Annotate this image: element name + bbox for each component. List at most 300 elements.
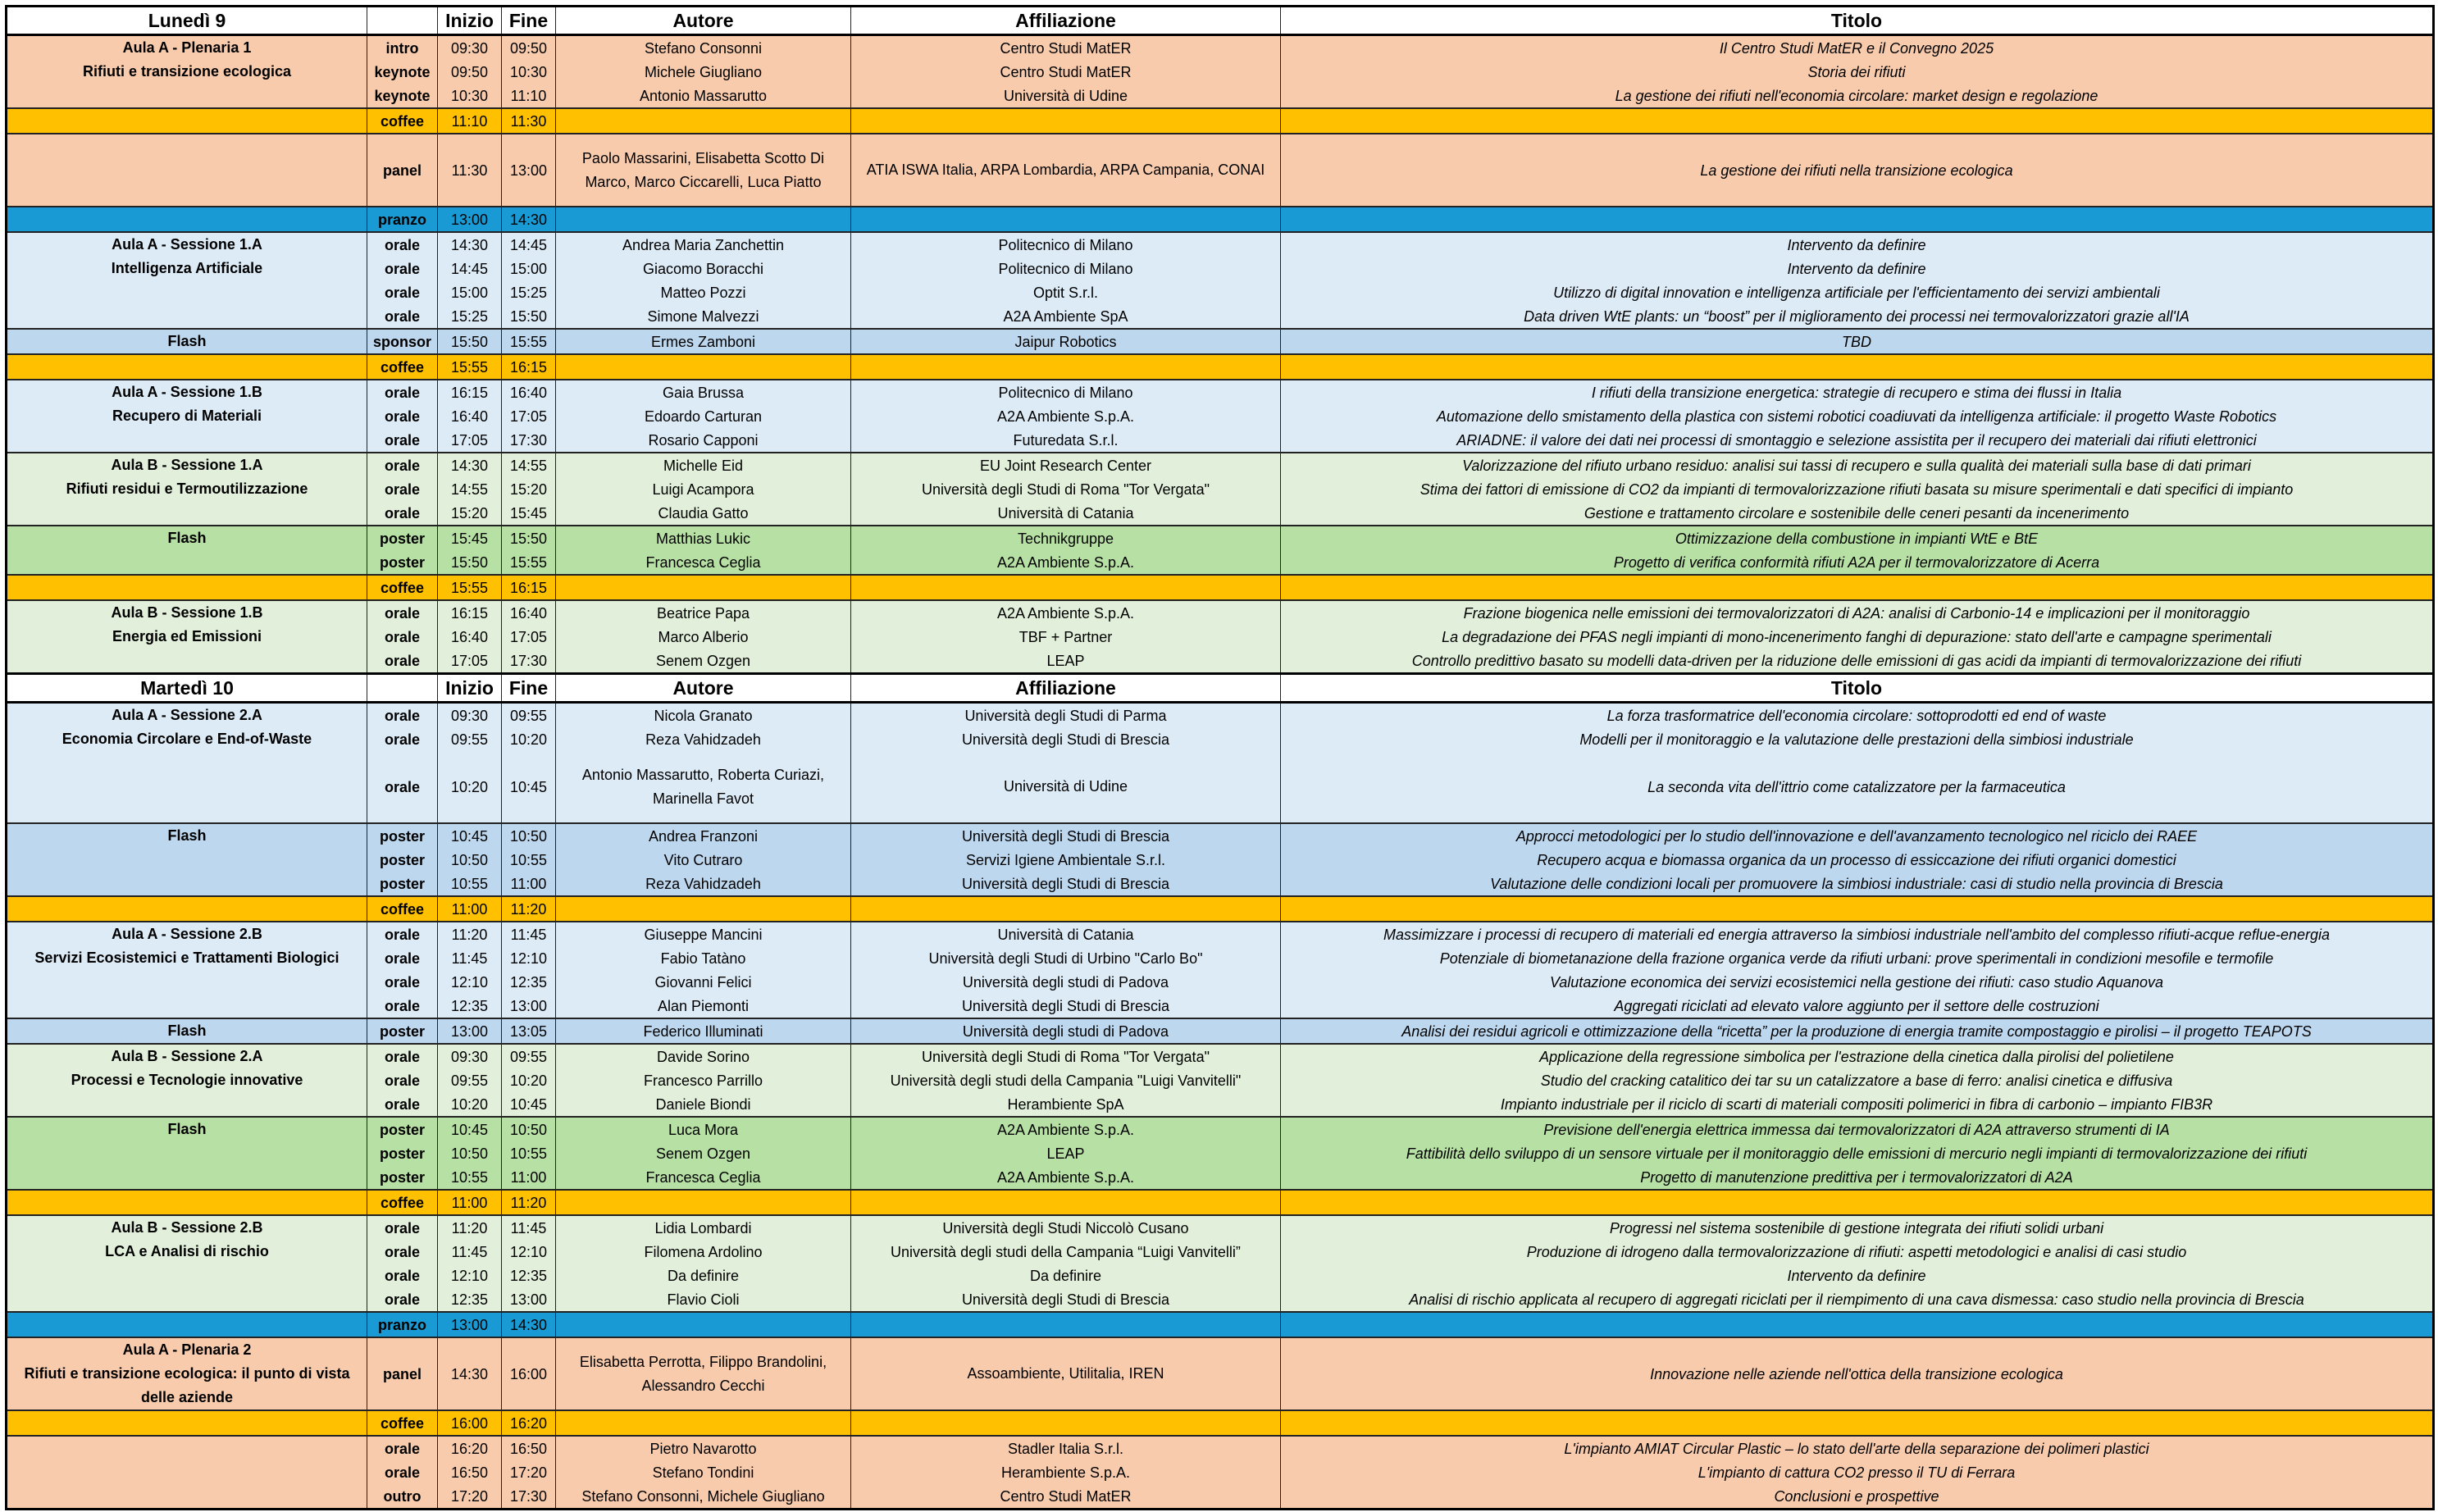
- session-label: [7, 354, 367, 380]
- start-time: 14:30: [438, 453, 502, 477]
- talk-type: orale: [367, 280, 438, 304]
- schedule-row: [7, 1287, 2434, 1312]
- talk-type: poster: [367, 526, 438, 550]
- affiliation: A2A Ambiente S.p.A.: [851, 404, 1281, 428]
- talk-type: orale: [367, 257, 438, 280]
- author: Marco Alberio: [556, 625, 851, 649]
- talk-title: Fattibilità dello sviluppo di un sensore virtuale per il monitoraggio delle emissioni di mercurio negli impianti di termovalorizzazione dei rifiuti: [1281, 1141, 2434, 1165]
- talk-title: Analisi dei residui agricoli e ottimizzazione della “ricetta” per la produzione di energia tramite compostaggio e pirolisi – il progetto TEAPOTS: [1281, 1018, 2434, 1044]
- author: Andrea Maria Zanchettin: [556, 232, 851, 257]
- author: [556, 108, 851, 134]
- schedule-row: [7, 1337, 2434, 1410]
- talk-title: [1281, 207, 2434, 232]
- author: [556, 1410, 851, 1436]
- start-time: 17:05: [438, 428, 502, 453]
- start-time: 09:30: [438, 35, 502, 61]
- talk-title: Stima dei fattori di emissione di CO2 da impianti di termovalorizzazione rifiuti basata su misure sperimentali e dati specifici di impianto: [1281, 477, 2434, 501]
- talk-type: orale: [367, 453, 438, 477]
- talk-type: orale: [367, 1044, 438, 1068]
- start-time: 15:50: [438, 329, 502, 354]
- header-fine: Fine: [502, 7, 556, 35]
- end-time: 17:30: [502, 649, 556, 674]
- session-label: [7, 108, 367, 134]
- author: Matthias Lukic: [556, 526, 851, 550]
- start-time: 10:55: [438, 1165, 502, 1190]
- end-time: 13:00: [502, 994, 556, 1018]
- author: Luca Mora: [556, 1117, 851, 1141]
- start-time: 11:00: [438, 896, 502, 922]
- author: Alan Piemonti: [556, 994, 851, 1018]
- start-time: 15:00: [438, 280, 502, 304]
- session-label: [7, 1190, 367, 1215]
- talk-type: orale: [367, 751, 438, 823]
- end-time: 15:00: [502, 257, 556, 280]
- talk-title: Valutazione economica dei servizi ecosistemici nella gestione dei rifiuti: caso studio Aquanova: [1281, 970, 2434, 994]
- talk-type: poster: [367, 848, 438, 872]
- schedule-row: [7, 1460, 2434, 1484]
- coffee-break-row: [7, 1410, 2434, 1436]
- talk-type: keynote: [367, 60, 438, 84]
- schedule-row: [7, 625, 2434, 649]
- talk-type: intro: [367, 35, 438, 61]
- talk-type: orale: [367, 404, 438, 428]
- affiliation: A2A Ambiente S.p.A.: [851, 1165, 1281, 1190]
- affiliation: [851, 354, 1281, 380]
- affiliation: ATIA ISWA Italia, ARPA Lombardia, ARPA Campania, CONAI: [851, 134, 1281, 207]
- talk-title: Analisi di rischio applicata al recupero di aggregati riciclati per il riempimento di una cava dismessa: caso studio nella provincia di Brescia: [1281, 1287, 2434, 1312]
- end-time: 14:45: [502, 232, 556, 257]
- start-time: 16:15: [438, 600, 502, 625]
- start-time: 13:00: [438, 207, 502, 232]
- lunch-break-row: [7, 1312, 2434, 1337]
- end-time: 13:05: [502, 1018, 556, 1044]
- end-time: 11:20: [502, 896, 556, 922]
- start-time: 17:20: [438, 1484, 502, 1510]
- talk-title: Frazione biogenica nelle emissioni dei termovalorizzatori di A2A: analisi di Carbonio-14 e implicazioni per il monitoraggio: [1281, 600, 2434, 625]
- header-tipo-blank: [367, 7, 438, 35]
- schedule-row: [7, 1484, 2434, 1510]
- affiliation: Herambiente S.p.A.: [851, 1460, 1281, 1484]
- start-time: 09:55: [438, 1068, 502, 1092]
- talk-type: orale: [367, 625, 438, 649]
- start-time: 12:35: [438, 994, 502, 1018]
- start-time: 11:30: [438, 134, 502, 207]
- schedule-row: [7, 1141, 2434, 1165]
- schedule-row: [7, 848, 2434, 872]
- talk-type: keynote: [367, 84, 438, 108]
- talk-title: I rifiuti della transizione energetica: strategie di recupero e stima dei flussi in Italia: [1281, 380, 2434, 404]
- start-time: 14:55: [438, 477, 502, 501]
- end-time: 11:10: [502, 84, 556, 108]
- start-time: 09:50: [438, 60, 502, 84]
- session-label: Aula A - Sessione 1.B Recupero di Materiali: [7, 380, 367, 453]
- affiliation: Optit S.r.l.: [851, 280, 1281, 304]
- affiliation: Università degli studi della Campania “Luigi Vanvitelli”: [851, 1240, 1281, 1264]
- author: Francesca Ceglia: [556, 550, 851, 575]
- affiliation: Jaipur Robotics: [851, 329, 1281, 354]
- schedule-row: [7, 751, 2434, 823]
- talk-type: orale: [367, 649, 438, 674]
- affiliation: Università degli Studi di Brescia: [851, 1287, 1281, 1312]
- schedule-row: [7, 257, 2434, 280]
- talk-type: orale: [367, 1092, 438, 1117]
- talk-type: orale: [367, 703, 438, 728]
- author: Elisabetta Perrotta, Filippo Brandolini, Alessandro Cecchi: [556, 1337, 851, 1410]
- end-time: 17:30: [502, 428, 556, 453]
- author: Simone Malvezzi: [556, 304, 851, 329]
- talk-title: Progetto di verifica conformità rifiuti A2A per il termovalorizzatore di Acerra: [1281, 550, 2434, 575]
- affiliation: Università degli Studi Niccolò Cusano: [851, 1215, 1281, 1240]
- end-time: 10:45: [502, 751, 556, 823]
- coffee-break-row: [7, 354, 2434, 380]
- talk-type: pranzo: [367, 207, 438, 232]
- affiliation: Centro Studi MatER: [851, 60, 1281, 84]
- affiliation: Università degli studi di Padova: [851, 970, 1281, 994]
- affiliation: Centro Studi MatER: [851, 35, 1281, 61]
- author: Vito Cutraro: [556, 848, 851, 872]
- day-header-lunedi-9: [7, 7, 2434, 35]
- talk-title: Valutazione delle condizioni locali per promuovere la simbiosi industriale: casi di studio nella provincia di Brescia: [1281, 872, 2434, 896]
- author: [556, 1190, 851, 1215]
- start-time: 17:05: [438, 649, 502, 674]
- schedule-sheet: [5, 5, 2432, 1510]
- session-label: [7, 575, 367, 600]
- start-time: 09:30: [438, 703, 502, 728]
- author: Stefano Consonni: [556, 35, 851, 61]
- header-tipo-blank: [367, 674, 438, 703]
- talk-type: orale: [367, 994, 438, 1018]
- author: Reza Vahidzadeh: [556, 872, 851, 896]
- talk-title: Studio del cracking catalitico dei tar su un catalizzatore a base di ferro: analisi cinetica e diffusiva: [1281, 1068, 2434, 1092]
- talk-type: coffee: [367, 1410, 438, 1436]
- start-time: 15:45: [438, 526, 502, 550]
- schedule-row: [7, 404, 2434, 428]
- affiliation: Herambiente SpA: [851, 1092, 1281, 1117]
- talk-type: coffee: [367, 1190, 438, 1215]
- affiliation: Università degli Studi di Brescia: [851, 823, 1281, 848]
- talk-title: La seconda vita dell'ittrio come catalizzatore per la farmaceutica: [1281, 751, 2434, 823]
- talk-type: orale: [367, 304, 438, 329]
- talk-title: Intervento da definire: [1281, 1264, 2434, 1287]
- start-time: 13:00: [438, 1312, 502, 1337]
- header-autore: Autore: [556, 674, 851, 703]
- end-time: 12:10: [502, 946, 556, 970]
- end-time: 10:20: [502, 1068, 556, 1092]
- schedule-row: [7, 1044, 2434, 1068]
- author: Antonio Massarutto, Roberta Curiazi, Marinella Favot: [556, 751, 851, 823]
- end-time: 09:55: [502, 1044, 556, 1068]
- end-time: 16:15: [502, 354, 556, 380]
- author: Francesca Ceglia: [556, 1165, 851, 1190]
- header-inizio: Inizio: [438, 674, 502, 703]
- end-time: 11:45: [502, 1215, 556, 1240]
- session-label: Flash: [7, 1117, 367, 1190]
- schedule-row: [7, 1018, 2434, 1044]
- schedule-row: [7, 526, 2434, 550]
- author: Giuseppe Mancini: [556, 922, 851, 946]
- start-time: 14:30: [438, 232, 502, 257]
- schedule-row: [7, 35, 2434, 61]
- talk-title: Data driven WtE plants: un “boost” per il miglioramento dei processi nei termovalorizzatori grazie all'IA: [1281, 304, 2434, 329]
- talk-title: [1281, 1410, 2434, 1436]
- author: Federico Illuminati: [556, 1018, 851, 1044]
- talk-type: coffee: [367, 575, 438, 600]
- session-label: Aula B - Sessione 1.B Energia ed Emissioni: [7, 600, 367, 674]
- session-label: Aula B - Sessione 2.B LCA e Analisi di rischio: [7, 1215, 367, 1312]
- talk-title: Utilizzo di digital innovation e intelligenza artificiale per l'efficientamento dei servizi ambientali: [1281, 280, 2434, 304]
- end-time: 17:05: [502, 404, 556, 428]
- session-label: [7, 1436, 367, 1510]
- session-label: [7, 134, 367, 207]
- start-time: 16:40: [438, 404, 502, 428]
- affiliation: Università di Udine: [851, 751, 1281, 823]
- affiliation: Università degli Studi di Roma "Tor Vergata": [851, 1044, 1281, 1068]
- schedule-row: [7, 134, 2434, 207]
- schedule-row: [7, 477, 2434, 501]
- author: Senem Ozgen: [556, 649, 851, 674]
- talk-title: [1281, 1312, 2434, 1337]
- coffee-break-row: [7, 575, 2434, 600]
- talk-type: orale: [367, 477, 438, 501]
- author: Gaia Brussa: [556, 380, 851, 404]
- end-time: 09:50: [502, 35, 556, 61]
- schedule-row: [7, 428, 2434, 453]
- schedule-row: [7, 1092, 2434, 1117]
- end-time: 14:30: [502, 1312, 556, 1337]
- talk-title: Previsione dell'energia elettrica immessa dai termovalorizzatori di A2A attraverso strumenti di IA: [1281, 1117, 2434, 1141]
- start-time: 16:20: [438, 1436, 502, 1460]
- schedule-row: [7, 994, 2434, 1018]
- start-time: 16:50: [438, 1460, 502, 1484]
- schedule-row: [7, 1436, 2434, 1460]
- talk-title: La degradazione dei PFAS negli impianti di mono-incenerimento fanghi di depurazione: stato dell'arte e campagne sperimentali: [1281, 625, 2434, 649]
- header-fine: Fine: [502, 674, 556, 703]
- schedule-table: [5, 5, 2435, 1510]
- session-label: [7, 207, 367, 232]
- session-label: [7, 896, 367, 922]
- talk-title: [1281, 1190, 2434, 1215]
- talk-title: Progetto di manutenzione predittiva per i termovalorizzatori di A2A: [1281, 1165, 2434, 1190]
- author: [556, 207, 851, 232]
- start-time: 12:35: [438, 1287, 502, 1312]
- author: [556, 896, 851, 922]
- end-time: 11:00: [502, 872, 556, 896]
- talk-type: poster: [367, 1165, 438, 1190]
- author: Giacomo Boracchi: [556, 257, 851, 280]
- end-time: 11:00: [502, 1165, 556, 1190]
- end-time: 15:20: [502, 477, 556, 501]
- schedule-row: [7, 600, 2434, 625]
- talk-title: La forza trasformatrice dell'economia circolare: sottoprodotti ed end of waste: [1281, 703, 2434, 728]
- end-time: 12:10: [502, 1240, 556, 1264]
- end-time: 11:20: [502, 1190, 556, 1215]
- start-time: 11:45: [438, 946, 502, 970]
- talk-title: Conclusioni e prospettive: [1281, 1484, 2434, 1510]
- author: Giovanni Felici: [556, 970, 851, 994]
- talk-title: Potenziale di biometanazione della frazione organica verde da rifiuti urbani: prove sperimentali in condizioni mesofile e termofile: [1281, 946, 2434, 970]
- session-label: Aula A - Sessione 1.A Intelligenza Artificiale: [7, 232, 367, 329]
- talk-type: orale: [367, 380, 438, 404]
- affiliation: Università degli Studi di Roma "Tor Vergata": [851, 477, 1281, 501]
- affiliation: A2A Ambiente S.p.A.: [851, 550, 1281, 575]
- start-time: 10:20: [438, 1092, 502, 1117]
- author: Flavio Cioli: [556, 1287, 851, 1312]
- talk-type: orale: [367, 727, 438, 751]
- start-time: 16:00: [438, 1410, 502, 1436]
- schedule-row: [7, 84, 2434, 108]
- author: Stefano Tondini: [556, 1460, 851, 1484]
- talk-title: ARIADNE: il valore dei dati nei processi di smontaggio e selezione assistita per il recupero dei materiali dai rifiuti elettronici: [1281, 428, 2434, 453]
- talk-type: orale: [367, 600, 438, 625]
- affiliation: Technikgruppe: [851, 526, 1281, 550]
- author: Ermes Zamboni: [556, 329, 851, 354]
- author: Fabio Tatàno: [556, 946, 851, 970]
- talk-title: Progressi nel sistema sostenibile di gestione integrata dei rifiuti solidi urbani: [1281, 1215, 2434, 1240]
- talk-title: Recupero acqua e biomassa organica da un processo di essiccazione dei rifiuti organici domestici: [1281, 848, 2434, 872]
- author: Pietro Navarotto: [556, 1436, 851, 1460]
- talk-title: [1281, 108, 2434, 134]
- session-label: Aula B - Sessione 1.A Rifiuti residui e Termoutilizzazione: [7, 453, 367, 526]
- talk-type: orale: [367, 970, 438, 994]
- session-label: Aula A - Plenaria 2 Rifiuti e transizione ecologica: il punto di vista delle aziende: [7, 1337, 367, 1410]
- author: Andrea Franzoni: [556, 823, 851, 848]
- talk-type: panel: [367, 134, 438, 207]
- affiliation: Università di Catania: [851, 501, 1281, 526]
- talk-type: orale: [367, 1287, 438, 1312]
- talk-title: Produzione di idrogeno dalla termovalorizzazione di rifiuti: aspetti metodologici e analisi di casi studio: [1281, 1240, 2434, 1264]
- author: Filomena Ardolino: [556, 1240, 851, 1264]
- talk-type: orale: [367, 232, 438, 257]
- author: Lidia Lombardi: [556, 1215, 851, 1240]
- start-time: 11:20: [438, 1215, 502, 1240]
- end-time: 16:50: [502, 1436, 556, 1460]
- header-inizio: Inizio: [438, 7, 502, 35]
- talk-title: Storia dei rifiuti: [1281, 60, 2434, 84]
- end-time: 14:55: [502, 453, 556, 477]
- end-time: 10:50: [502, 1117, 556, 1141]
- talk-title: Aggregati riciclati ad elevato valore aggiunto per il settore delle costruzioni: [1281, 994, 2434, 1018]
- session-label: Flash: [7, 526, 367, 575]
- talk-type: orale: [367, 946, 438, 970]
- affiliation: LEAP: [851, 1141, 1281, 1165]
- coffee-break-row: [7, 896, 2434, 922]
- end-time: 10:55: [502, 848, 556, 872]
- schedule-row: [7, 60, 2434, 84]
- affiliation: Assoambiente, Utilitalia, IREN: [851, 1337, 1281, 1410]
- end-time: 11:45: [502, 922, 556, 946]
- schedule-row: [7, 872, 2434, 896]
- session-label: Aula B - Sessione 2.A Processi e Tecnologie innovative: [7, 1044, 367, 1117]
- affiliation: Servizi Igiene Ambientale S.r.l.: [851, 848, 1281, 872]
- end-time: 17:20: [502, 1460, 556, 1484]
- session-label: Aula A - Plenaria 1 Rifiuti e transizione ecologica: [7, 35, 367, 109]
- talk-title: L'impianto AMIAT Circular Plastic – lo stato dell'arte della separazione dei polimeri plastici: [1281, 1436, 2434, 1460]
- schedule-row: [7, 970, 2434, 994]
- start-time: 10:20: [438, 751, 502, 823]
- start-time: 11:00: [438, 1190, 502, 1215]
- start-time: 12:10: [438, 970, 502, 994]
- schedule-row: [7, 1264, 2434, 1287]
- header-autore: Autore: [556, 7, 851, 35]
- session-label: [7, 1410, 367, 1436]
- header-titolo: Titolo: [1281, 674, 2434, 703]
- affiliation: Università di Catania: [851, 922, 1281, 946]
- talk-type: poster: [367, 823, 438, 848]
- author: Da definire: [556, 1264, 851, 1287]
- schedule-row: [7, 1240, 2434, 1264]
- end-time: 15:25: [502, 280, 556, 304]
- start-time: 10:45: [438, 823, 502, 848]
- start-time: 13:00: [438, 1018, 502, 1044]
- start-time: 11:20: [438, 922, 502, 946]
- affiliation: [851, 207, 1281, 232]
- end-time: 10:50: [502, 823, 556, 848]
- affiliation: A2A Ambiente S.p.A.: [851, 600, 1281, 625]
- talk-title: Ottimizzazione della combustione in impianti WtE e BtE: [1281, 526, 2434, 550]
- talk-type: poster: [367, 550, 438, 575]
- talk-type: panel: [367, 1337, 438, 1410]
- author: [556, 354, 851, 380]
- talk-type: coffee: [367, 896, 438, 922]
- end-time: 13:00: [502, 134, 556, 207]
- start-time: 09:30: [438, 1044, 502, 1068]
- author: Paolo Massarini, Elisabetta Scotto Di Marco, Marco Ciccarelli, Luca Piatto: [556, 134, 851, 207]
- end-time: 16:40: [502, 380, 556, 404]
- start-time: 11:45: [438, 1240, 502, 1264]
- author: Stefano Consonni, Michele Giugliano: [556, 1484, 851, 1510]
- author: [556, 575, 851, 600]
- schedule-row: [7, 1117, 2434, 1141]
- author: Claudia Gatto: [556, 501, 851, 526]
- schedule-row: [7, 329, 2434, 354]
- end-time: 10:45: [502, 1092, 556, 1117]
- talk-title: Approcci metodologici per lo studio dell'innovazione e dell'avanzamento tecnologico nel riciclo dei RAEE: [1281, 823, 2434, 848]
- talk-type: orale: [367, 1215, 438, 1240]
- schedule-row: [7, 1215, 2434, 1240]
- affiliation: [851, 575, 1281, 600]
- talk-title: TBD: [1281, 329, 2434, 354]
- schedule-row: [7, 501, 2434, 526]
- schedule-row: [7, 703, 2434, 728]
- end-time: 16:00: [502, 1337, 556, 1410]
- talk-title: Valorizzazione del rifiuto urbano residuo: analisi sui tassi di recupero e sulla qualità dei materiali sulla base di dati primari: [1281, 453, 2434, 477]
- talk-type: orale: [367, 428, 438, 453]
- session-label: Flash: [7, 329, 367, 354]
- end-time: 12:35: [502, 970, 556, 994]
- talk-type: sponsor: [367, 329, 438, 354]
- talk-title: Impianto industriale per il riciclo di scarti di materiali compositi polimerici in fibra di carbonio – impianto FIB3R: [1281, 1092, 2434, 1117]
- talk-title: Innovazione nelle aziende nell'ottica della transizione ecologica: [1281, 1337, 2434, 1410]
- affiliation: Politecnico di Milano: [851, 232, 1281, 257]
- affiliation: Da definire: [851, 1264, 1281, 1287]
- end-time: 17:30: [502, 1484, 556, 1510]
- schedule-body: [7, 7, 2434, 1510]
- coffee-break-row: [7, 108, 2434, 134]
- talk-type: coffee: [367, 108, 438, 134]
- talk-type: coffee: [367, 354, 438, 380]
- schedule-row: [7, 1165, 2434, 1190]
- end-time: 15:45: [502, 501, 556, 526]
- talk-type: poster: [367, 872, 438, 896]
- schedule-row: [7, 232, 2434, 257]
- affiliation: Università degli Studi di Parma: [851, 703, 1281, 728]
- talk-type: orale: [367, 922, 438, 946]
- session-label: [7, 1312, 367, 1337]
- schedule-row: [7, 304, 2434, 329]
- end-time: 10:55: [502, 1141, 556, 1165]
- start-time: 10:45: [438, 1117, 502, 1141]
- affiliation: Politecnico di Milano: [851, 380, 1281, 404]
